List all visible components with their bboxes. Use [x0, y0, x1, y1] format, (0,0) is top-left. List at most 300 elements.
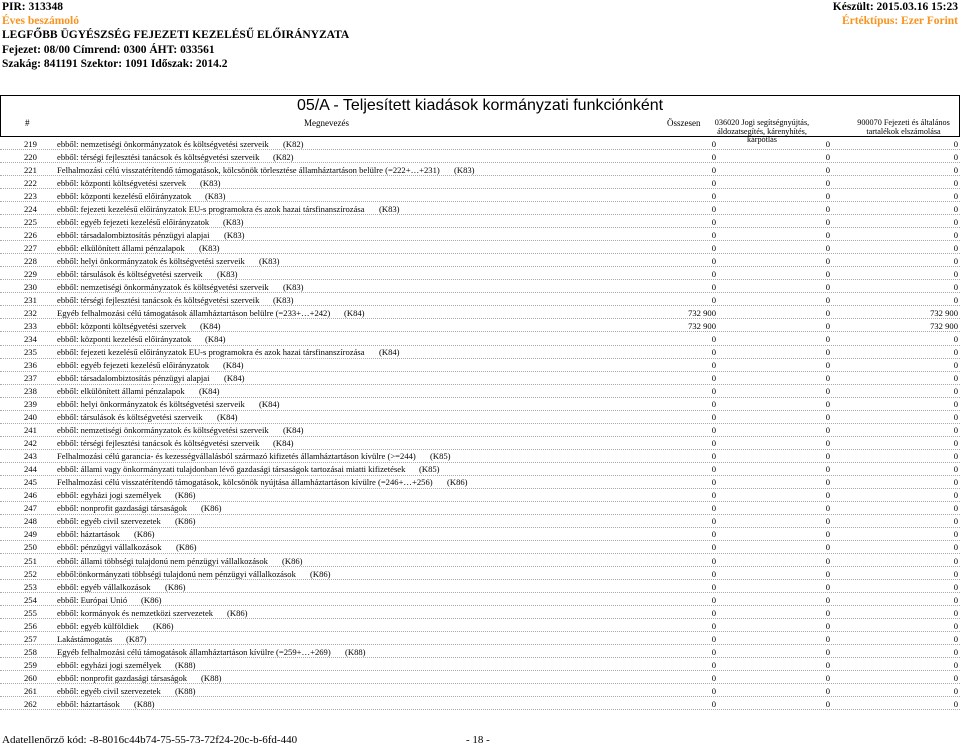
row-total: 0	[711, 190, 716, 201]
row-reserves-value: 0	[953, 555, 958, 566]
row-total: 0	[711, 360, 716, 371]
row-name: ebből: térségi fejlesztési tanácsok és költségvetési szerveik	[57, 151, 260, 162]
row-total: 0	[711, 268, 716, 279]
table-row	[0, 619, 960, 632]
row-legal-aid-value: 0	[825, 255, 830, 266]
row-reserves-value: 0	[953, 425, 958, 436]
row-number: 236	[24, 360, 37, 371]
row-legal-aid-value: 0	[825, 386, 830, 397]
row-code: (K88)	[345, 646, 366, 657]
row-reserves-value: 0	[953, 164, 958, 175]
row-total: 0	[711, 555, 716, 566]
table-row	[0, 398, 960, 411]
report-header-left	[2, 0, 349, 71]
table-row	[0, 359, 960, 372]
row-reserves-value: 0	[953, 399, 958, 410]
row-total: 0	[711, 542, 716, 553]
row-total: 0	[711, 464, 716, 475]
organization-name: LEGFŐBB ÜGYÉSZSÉG FEJEZETI KEZELÉSŰ ELŐIRÁNYZATA	[2, 29, 350, 42]
row-total: 732 900	[688, 307, 716, 318]
page-number: - 18 -	[466, 734, 490, 746]
row-reserves-value: 0	[953, 333, 958, 344]
row-total: 0	[711, 281, 716, 292]
row-number: 246	[24, 490, 37, 501]
pir-number: PIR: 313348	[2, 1, 64, 13]
row-total: 0	[711, 229, 716, 240]
row-total: 0	[711, 425, 716, 436]
table-row	[0, 319, 960, 332]
table-row	[0, 632, 960, 645]
row-reserves-value: 0	[953, 672, 958, 683]
row-legal-aid-value: 0	[825, 164, 830, 175]
row-legal-aid-value: 0	[825, 685, 830, 696]
row-name: ebből: elkülönített állami pénzalapok	[57, 386, 185, 397]
row-total: 0	[711, 151, 716, 162]
row-name: ebből: társadalombiztosítás pénzügyi alapjai	[57, 373, 210, 384]
row-number: 240	[24, 412, 37, 423]
row-reserves-value: 0	[953, 373, 958, 384]
row-total: 0	[711, 477, 716, 488]
row-reserves-value: 0	[953, 490, 958, 501]
row-code: (K83)	[273, 294, 294, 305]
table-row	[0, 385, 960, 398]
row-code: (K86)	[175, 516, 196, 527]
row-legal-aid-value: 0	[825, 568, 830, 579]
row-code: (K83)	[283, 281, 304, 292]
row-number: 234	[24, 333, 37, 344]
table-row	[0, 306, 960, 319]
row-name: ebből: egyéb vállalkozások	[57, 581, 151, 592]
row-total: 0	[711, 516, 716, 527]
row-name: Felhalmozási célú garancia- és kezességvállalásból származó kifizetés államháztartáson kívülre (>=244)	[57, 451, 416, 462]
table-row	[0, 697, 960, 710]
row-number: 229	[24, 268, 37, 279]
row-code: (K86)	[141, 594, 162, 605]
row-code: (K86)	[165, 581, 186, 592]
row-name: ebből: elkülönített állami pénzalapok	[57, 242, 185, 253]
row-total: 0	[711, 294, 716, 305]
row-code: (K83)	[224, 229, 245, 240]
row-number: 252	[24, 568, 37, 579]
row-code: (K84)	[259, 399, 280, 410]
row-legal-aid-value: 0	[825, 581, 830, 592]
row-legal-aid-value: 0	[825, 594, 830, 605]
row-name: Egyéb felhalmozási célú támogatások államháztartáson kívülre (=259+…+269)	[57, 646, 331, 657]
row-name: ebből: térségi fejlesztési tanácsok és költségvetési szerveik	[57, 438, 260, 449]
row-name: ebből: egyéb civil szervezetek	[57, 685, 161, 696]
table-row	[0, 228, 960, 241]
table-row	[0, 189, 960, 202]
row-legal-aid-value: 0	[825, 490, 830, 501]
row-code: (K86)	[153, 620, 174, 631]
row-code: (K84)	[200, 320, 221, 331]
table-row	[0, 489, 960, 502]
row-total: 0	[711, 620, 716, 631]
row-code: (K83)	[217, 268, 238, 279]
row-legal-aid-value: 0	[825, 320, 830, 331]
row-total: 0	[711, 490, 716, 501]
row-code: (K84)	[224, 373, 245, 384]
row-reserves-value: 0	[953, 659, 958, 670]
row-reserves-value: 0	[953, 477, 958, 488]
row-code: (K88)	[175, 659, 196, 670]
table-row	[0, 424, 960, 437]
row-name: ebből: térségi fejlesztési tanácsok és költségvetési szerveik	[57, 294, 260, 305]
row-number: 259	[24, 659, 37, 670]
row-number: 224	[24, 203, 37, 214]
table-row	[0, 346, 960, 359]
row-name: ebből: központi költségvetési szervek	[57, 177, 187, 188]
row-name: ebből: egyéb fejezeti kezelésű előirányzatok	[57, 360, 210, 371]
row-legal-aid-value: 0	[825, 281, 830, 292]
row-code: (K83)	[199, 242, 220, 253]
row-legal-aid-value: 0	[825, 516, 830, 527]
row-name: ebből: nemzetiségi önkormányzatok és költségvetési szerveik	[57, 425, 269, 436]
report-type: Éves beszámoló	[2, 15, 79, 28]
row-total: 0	[711, 138, 716, 149]
row-total: 0	[711, 607, 716, 618]
validation-code: Adatellenőrző kód: -8-8016c44b74-75-55-73-72f24-20c-b-6fd-440	[2, 734, 298, 746]
row-number: 227	[24, 242, 37, 253]
row-total: 0	[711, 347, 716, 357]
row-number: 220	[24, 151, 37, 162]
row-reserves-value: 0	[953, 347, 958, 357]
row-total: 0	[711, 373, 716, 384]
row-reserves-value: 0	[953, 451, 958, 462]
row-reserves-value: 0	[953, 281, 958, 292]
row-number: 260	[24, 672, 37, 683]
row-number: 249	[24, 529, 37, 540]
row-legal-aid-value: 0	[825, 659, 830, 670]
row-total: 0	[711, 203, 716, 214]
row-number: 226	[24, 229, 37, 240]
row-number: 239	[24, 399, 37, 410]
table-row	[0, 437, 960, 450]
table-row	[0, 580, 960, 593]
table-row	[0, 463, 960, 476]
row-reserves-value: 0	[953, 620, 958, 631]
row-legal-aid-value: 0	[825, 555, 830, 566]
table-row	[0, 645, 960, 658]
row-total: 0	[711, 646, 716, 657]
row-reserves-value: 0	[953, 294, 958, 305]
row-number: 245	[24, 477, 37, 488]
row-total: 0	[711, 333, 716, 344]
row-reserves-value: 0	[953, 360, 958, 371]
row-code: (K83)	[454, 164, 475, 175]
row-reserves-value: 0	[953, 242, 958, 253]
column-hash: #	[25, 118, 30, 128]
value-type: Értéktípus: Ezer Forint	[841, 15, 958, 28]
row-number: 255	[24, 607, 37, 618]
row-number: 261	[24, 685, 37, 696]
row-name: ebből: társulások és költségvetési szerveik	[57, 412, 203, 423]
table-title: 05/A - Teljesített kiadások kormányzati funkciónként	[0, 95, 960, 116]
row-number: 235	[24, 347, 37, 357]
row-total: 0	[711, 177, 716, 188]
row-code: (K84)	[205, 333, 226, 344]
row-reserves-value: 0	[953, 138, 958, 149]
row-reserves-value: 0	[953, 177, 958, 188]
row-number: 256	[24, 620, 37, 631]
row-legal-aid-value: 0	[825, 412, 830, 423]
row-legal-aid-value: 0	[825, 425, 830, 436]
row-legal-aid-value: 0	[825, 438, 830, 449]
table-row	[0, 411, 960, 424]
row-code: (K86)	[227, 607, 248, 618]
row-number: 253	[24, 581, 37, 592]
row-name: ebből: nemzetiségi önkormányzatok és költségvetési szerveik	[57, 281, 269, 292]
row-reserves-value: 0	[953, 412, 958, 423]
row-number: 222	[24, 177, 37, 188]
row-legal-aid-value: 0	[825, 177, 830, 188]
row-reserves-value: 0	[953, 568, 958, 579]
row-number: 247	[24, 503, 37, 514]
row-number: 221	[24, 164, 37, 175]
row-name: ebből: fejezeti kezelésű előirányzatok EU-s programokra és azok hazai társfinanszírozása	[57, 203, 365, 214]
row-name: ebből: társadalombiztosítás pénzügyi alapjai	[57, 229, 210, 240]
row-name: ebből: egyházi jogi személyek	[57, 490, 162, 501]
row-legal-aid-value: 0	[825, 203, 830, 214]
row-reserves-value: 0	[953, 268, 958, 279]
row-reserves-value: 0	[953, 151, 958, 162]
row-total: 0	[711, 503, 716, 514]
row-legal-aid-value: 0	[825, 268, 830, 279]
row-reserves-value: 0	[953, 516, 958, 527]
table-row	[0, 163, 960, 176]
row-number: 230	[24, 281, 37, 292]
row-name: ebből: nonprofit gazdasági társaságok	[57, 503, 188, 514]
row-name: Egyéb felhalmozási célú támogatások államháztartáson belülre (=233+…+242)	[57, 307, 331, 318]
row-number: 223	[24, 190, 37, 201]
row-legal-aid-value: 0	[825, 646, 830, 657]
row-name: ebből: központi kezelésű előirányzatok	[57, 190, 192, 201]
table-row	[0, 606, 960, 619]
table-row	[0, 241, 960, 254]
row-reserves-value: 0	[953, 190, 958, 201]
row-total: 0	[711, 685, 716, 696]
row-total: 0	[711, 438, 716, 449]
row-code: (K84)	[273, 438, 294, 449]
row-code: (K85)	[430, 451, 451, 462]
row-number: 241	[24, 425, 37, 436]
row-reserves-value: 732 900	[930, 307, 958, 318]
row-number: 251	[24, 555, 37, 566]
table-row	[0, 658, 960, 671]
row-total: 0	[711, 672, 716, 683]
row-legal-aid-value: 0	[825, 294, 830, 305]
row-total: 0	[711, 255, 716, 266]
row-name: ebből: helyi önkormányzatok és költségvetési szerveik	[57, 399, 245, 410]
table-row	[0, 137, 960, 150]
row-name: ebből: egyházi jogi személyek	[57, 659, 162, 670]
row-total: 0	[711, 399, 716, 410]
row-name: ebből: Európai Unió	[57, 594, 128, 605]
row-total: 0	[711, 412, 716, 423]
row-code: (K83)	[205, 190, 226, 201]
row-legal-aid-value: 0	[825, 216, 830, 227]
row-legal-aid-value: 0	[825, 477, 830, 488]
row-reserves-value: 0	[953, 529, 958, 540]
row-code: (K84)	[379, 347, 400, 357]
table-row	[0, 567, 960, 580]
row-reserves-value: 0	[953, 581, 958, 592]
row-name: Felhalmozási célú visszatérítendő támogatások, kölcsönök törlesztése államháztartáson belülre (=222+…+231)	[57, 164, 440, 175]
row-legal-aid-value: 0	[825, 464, 830, 475]
row-total: 0	[711, 529, 716, 540]
row-name: ebből:önkormányzati többségi tulajdonú nem pénzügyi vállalkozások	[57, 568, 296, 579]
row-reserves-value: 0	[953, 633, 958, 644]
table-row	[0, 332, 960, 345]
row-legal-aid-value: 0	[825, 698, 830, 709]
table-body	[0, 137, 960, 710]
row-code: (K83)	[259, 255, 280, 266]
row-legal-aid-value: 0	[825, 633, 830, 644]
row-total: 0	[711, 698, 716, 709]
row-name: ebből: állami vagy önkormányzati tulajdonban lévő gazdasági társaságok tartozásai miatti kifizetések	[57, 464, 406, 475]
table-row	[0, 541, 960, 554]
row-name: ebből: központi kezelésű előirányzatok	[57, 333, 192, 344]
row-reserves-value: 0	[953, 255, 958, 266]
row-legal-aid-value: 0	[825, 373, 830, 384]
row-code: (K83)	[200, 177, 221, 188]
table-row	[0, 684, 960, 697]
table-row	[0, 450, 960, 463]
row-legal-aid-value: 0	[825, 672, 830, 683]
row-name: ebből: egyéb fejezeti kezelésű előirányzatok	[57, 216, 210, 227]
row-name: Felhalmozási célú visszatérítendő támogatások, kölcsönök nyújtása államháztartáson kívülre (=246+…+256)	[57, 477, 433, 488]
row-legal-aid-value: 0	[825, 620, 830, 631]
row-number: 262	[24, 698, 37, 709]
row-reserves-value: 732 900	[930, 320, 958, 331]
table-row	[0, 254, 960, 267]
row-code: (K88)	[134, 698, 155, 709]
row-total: 0	[711, 633, 716, 644]
table-row	[0, 515, 960, 528]
column-reserves: 900070 Fejezeti és általános tartalékok elszámolása	[857, 118, 950, 136]
row-code: (K86)	[175, 490, 196, 501]
row-reserves-value: 0	[953, 216, 958, 227]
row-total: 0	[711, 581, 716, 592]
row-code: (K87)	[126, 633, 147, 644]
row-name: ebből: háztartások	[57, 529, 120, 540]
table-row	[0, 554, 960, 567]
row-legal-aid-value: 0	[825, 360, 830, 371]
row-reserves-value: 0	[953, 685, 958, 696]
row-name: ebből: állami többségi tulajdonú nem pénzügyi vállalkozások	[57, 555, 268, 566]
table-row	[0, 293, 960, 306]
row-legal-aid-value: 0	[825, 333, 830, 344]
row-legal-aid-value: 0	[825, 399, 830, 410]
row-reserves-value: 0	[953, 386, 958, 397]
table-row	[0, 528, 960, 541]
row-name: ebből: fejezeti kezelésű előirányzatok EU-s programokra és azok hazai társfinanszírozása	[57, 347, 365, 357]
row-total: 0	[711, 568, 716, 579]
row-total: 0	[711, 659, 716, 670]
row-name: ebből: központi költségvetési szervek	[57, 320, 187, 331]
row-reserves-value: 0	[953, 229, 958, 240]
row-legal-aid-value: 0	[825, 347, 830, 357]
table-row	[0, 215, 960, 228]
table-row	[0, 671, 960, 684]
row-code: (K86)	[176, 542, 197, 553]
row-legal-aid-value: 0	[825, 190, 830, 201]
column-total: Összesen	[667, 118, 701, 128]
row-name: ebből: egyéb külföldiek	[57, 620, 139, 631]
row-legal-aid-value: 0	[825, 503, 830, 514]
row-code: (K84)	[223, 360, 244, 371]
row-code: (K84)	[199, 386, 220, 397]
column-legal-aid: 036020 Jogi segítségnyújtás, áldozatsegítés, kárenyhítés, kárpótlás	[714, 118, 810, 144]
table-row	[0, 476, 960, 489]
column-name: Megnevezés	[304, 118, 349, 128]
row-number: 231	[24, 294, 37, 305]
row-legal-aid-value: 0	[825, 229, 830, 240]
row-name: ebből: nonprofit gazdasági társaságok	[57, 672, 188, 683]
table-row	[0, 150, 960, 163]
row-code: (K82)	[283, 138, 304, 149]
row-code: (K86)	[134, 529, 155, 540]
row-code: (K84)	[344, 307, 365, 318]
row-legal-aid-value: 0	[825, 307, 830, 318]
row-number: 233	[24, 320, 37, 331]
chapter-codes: Fejezet: 08/00 Címrend: 0300 ÁHT: 033561	[2, 43, 215, 56]
row-legal-aid-value: 0	[825, 138, 830, 149]
row-number: 250	[24, 542, 37, 553]
row-total: 732 900	[688, 320, 716, 331]
row-code: (K86)	[310, 568, 331, 579]
row-reserves-value: 0	[953, 607, 958, 618]
report-header-right	[833, 0, 958, 28]
row-number: 219	[24, 138, 37, 149]
row-code: (K86)	[447, 477, 468, 488]
row-legal-aid-value: 0	[825, 242, 830, 253]
row-name: ebből: nemzetiségi önkormányzatok és költségvetési szerveik	[57, 138, 269, 149]
row-code: (K86)	[282, 555, 303, 566]
sector-period: Szakág: 841191 Szektor: 1091 Időszak: 2014.2	[2, 57, 228, 70]
row-number: 243	[24, 451, 37, 462]
row-reserves-value: 0	[953, 203, 958, 214]
row-legal-aid-value: 0	[825, 542, 830, 553]
row-code: (K84)	[283, 425, 304, 436]
row-total: 0	[711, 386, 716, 397]
row-code: (K86)	[201, 503, 222, 514]
row-code: (K88)	[201, 672, 222, 683]
row-name: ebből: helyi önkormányzatok és költségvetési szerveik	[57, 255, 245, 266]
row-number: 257	[24, 633, 37, 644]
row-name: ebből: pénzügyi vállalkozások	[57, 542, 162, 553]
row-code: (K83)	[223, 216, 244, 227]
row-number: 248	[24, 516, 37, 527]
row-reserves-value: 0	[953, 542, 958, 553]
created-timestamp: Készült: 2015.03.16 15:23	[832, 1, 958, 13]
row-legal-aid-value: 0	[825, 529, 830, 540]
row-number: 254	[24, 594, 37, 605]
row-number: 237	[24, 373, 37, 384]
table-row	[0, 593, 960, 606]
row-number: 225	[24, 216, 37, 227]
table-row	[0, 280, 960, 293]
row-legal-aid-value: 0	[825, 451, 830, 462]
table-row	[0, 176, 960, 189]
row-code: (K85)	[419, 464, 440, 475]
row-name: ebből: társulások és költségvetési szerveik	[57, 268, 203, 279]
row-code: (K88)	[175, 685, 196, 696]
row-name: ebből: kormányok és nemzetközi szervezetek	[57, 607, 214, 618]
row-total: 0	[711, 594, 716, 605]
row-code: (K84)	[217, 412, 238, 423]
row-total: 0	[711, 164, 716, 175]
